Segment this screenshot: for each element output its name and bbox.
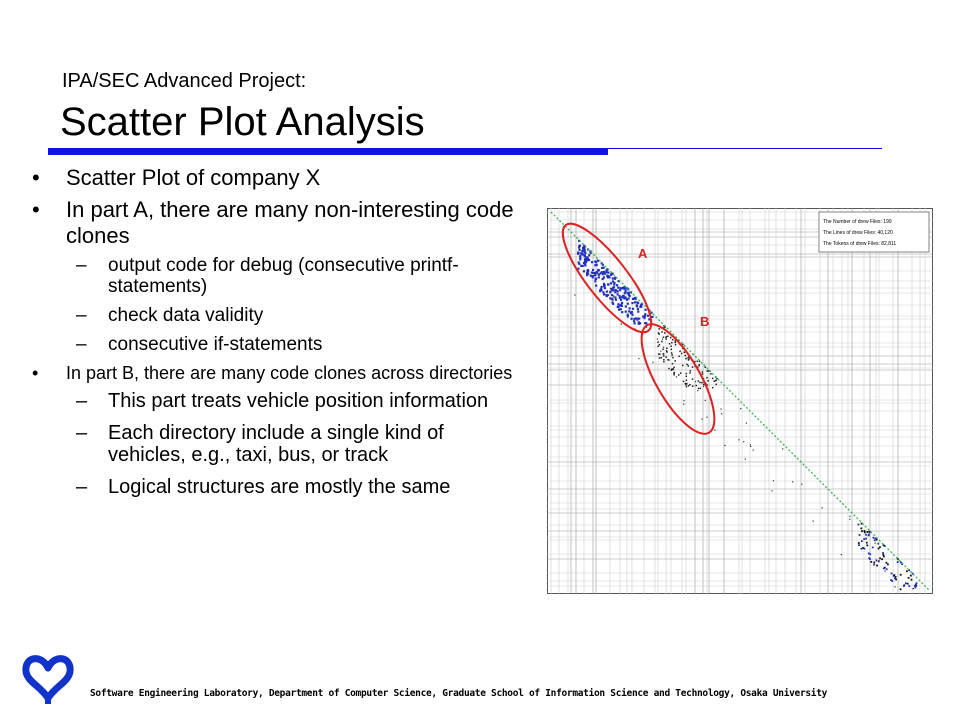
label-b: B — [700, 314, 710, 329]
slide-subtitle: IPA/SEC Advanced Project: — [62, 70, 307, 92]
sub-bullet: – Logical structures are mostly the same — [32, 476, 522, 498]
university-logo — [18, 646, 78, 706]
bullet-part-a: • In part A, there are many non-interesting code clones — [32, 197, 522, 249]
info-line: The Tokens of drew Files: 82,811 — [823, 241, 897, 247]
label-a: A — [638, 246, 648, 261]
bullet-list — [32, 165, 522, 508]
scatter-plot-image — [547, 208, 933, 594]
scatter-plot — [547, 208, 933, 594]
plot-info-box — [819, 212, 929, 252]
title-underline-thin — [608, 148, 882, 149]
sub-bullet: – consecutive if-statements — [32, 334, 522, 355]
sub-bullet: – check data validity — [32, 305, 522, 326]
info-line: The Number of drew Files: 199 — [823, 219, 892, 225]
sub-bullet: – output code for debug (consecutive printf-statements) — [32, 255, 522, 297]
title-underline — [48, 148, 608, 155]
sub-bullet: – This part treats vehicle position information — [32, 390, 522, 412]
sub-bullet: – Each directory include a single kind of vehicles, e.g., taxi, bus, or track — [32, 422, 522, 466]
footer-text: Software Engineering Laboratory, Department of Computer Science, Graduate School of Information Science and Technology, Osaka University — [90, 688, 828, 699]
bullet-part-b: • In part B, there are many code clones across directories — [32, 363, 522, 384]
slide-title: Scatter Plot Analysis — [60, 100, 425, 144]
info-line: The Lines of drew Files: 40,120 — [823, 230, 893, 236]
bullet-company: • Scatter Plot of company X — [32, 165, 522, 191]
